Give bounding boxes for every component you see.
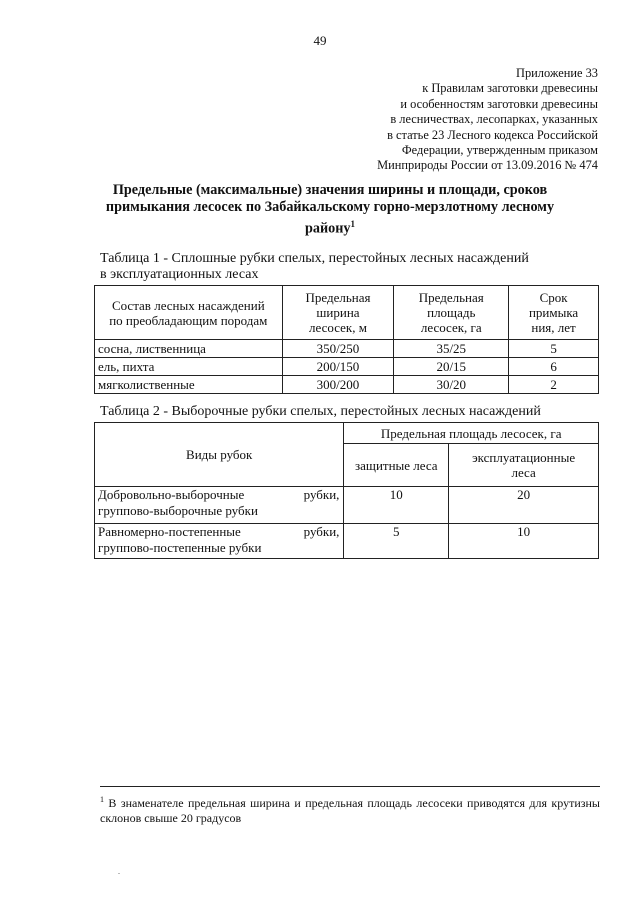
page-number: 49	[313, 33, 327, 48]
header-composition	[95, 286, 283, 340]
cell-protective: 10	[344, 487, 449, 524]
header-area-group: Предельная площадь лесосек, га	[344, 423, 599, 444]
header-text: примыка	[528, 305, 579, 320]
appendix-line: в лесничествах, лесопарках, указанных	[390, 112, 598, 127]
cell-composition: сосна, лиственница	[95, 340, 283, 358]
cell-text: Добровольно-выборочные	[98, 487, 245, 502]
cell-width: 350/250	[282, 340, 394, 358]
cell-area: 20/15	[394, 358, 509, 376]
footnote-mark: 1	[100, 795, 104, 804]
table-row	[95, 524, 599, 559]
table-header-row	[95, 286, 599, 340]
scan-speck	[118, 873, 120, 874]
cell-width: 200/150	[282, 358, 394, 376]
footnote-divider	[100, 786, 600, 787]
cell-term: 2	[509, 376, 599, 394]
footnote-text: В знаменателе предельная ширина и предельная площадь лесосеки приводятся для крутизны склонов свыше 20 градусов	[100, 796, 600, 825]
appendix-line: Федерации, утвержденным приказом	[401, 143, 598, 158]
document-title	[60, 182, 600, 238]
appendix-line: Минприроды России от 13.09.2016 № 474	[377, 158, 598, 173]
title-line	[60, 216, 600, 238]
header-text: Предельная	[418, 290, 484, 305]
table-header-row	[95, 423, 599, 444]
table-row	[95, 358, 599, 376]
table1-caption	[100, 251, 620, 283]
header-text: лесосек, м	[309, 320, 367, 335]
cell-text: группово-выборочные рубки	[98, 503, 258, 518]
selective-cut-table	[94, 422, 599, 559]
header-text: по преобладающим породам	[109, 312, 268, 328]
appendix-line: и особенностям заготовки древесины	[400, 96, 598, 111]
caption-line: Таблица 1 - Сплошные рубки спелых, перестойных лесных насаждений	[100, 251, 529, 266]
cell-width: 300/200	[282, 376, 394, 394]
clear-cut-table	[94, 285, 599, 394]
header-term	[509, 286, 599, 340]
cell-text: Равномерно-постепенные	[98, 524, 241, 539]
header-protective: защитные леса	[344, 444, 449, 487]
table-row	[95, 340, 599, 358]
header-text: леса	[511, 465, 536, 480]
cell-composition: ель, пихта	[95, 358, 283, 376]
cell-line	[98, 487, 339, 503]
header-cut-type: Виды рубок	[95, 423, 344, 487]
header-exploitation	[449, 444, 599, 487]
cell-text: группово-постепенные рубки	[98, 540, 262, 555]
cell-line	[98, 524, 339, 540]
header-text: Состав лесных насаждений	[111, 297, 265, 313]
header-text: ния, лет	[531, 320, 576, 335]
table-row	[95, 376, 599, 394]
cell-cut-type	[95, 524, 344, 559]
cell-term: 6	[509, 358, 599, 376]
cell-area: 30/20	[394, 376, 509, 394]
title-line: примыкания лесосек по Забайкальскому горно-мерзлотному лесному	[105, 199, 555, 215]
header-text: площадь	[427, 305, 476, 320]
header-text: эксплуатационные	[472, 450, 576, 465]
title-line: Предельные (максимальные) значения ширины и площади, сроков	[112, 182, 548, 198]
appendix-line: Приложение 33	[516, 66, 598, 80]
header-text: лесосек, га	[420, 320, 482, 335]
header-width	[282, 286, 394, 340]
cell-exploitation: 10	[449, 524, 599, 559]
appendix-reference	[377, 66, 598, 174]
footnote	[100, 792, 600, 826]
header-text: ширина	[316, 305, 360, 320]
title-footnote-mark: 1	[350, 219, 356, 229]
cell-area: 35/25	[394, 340, 509, 358]
header-text: Срок	[539, 290, 568, 305]
cell-cut-type	[95, 487, 344, 524]
cell-text: рубки,	[303, 524, 340, 539]
appendix-line: в статье 23 Лесного кодекса Российской	[387, 127, 598, 142]
table2-caption: Таблица 2 - Выборочные рубки спелых, перестойных лесных насаждений	[100, 404, 541, 419]
caption-line: в эксплуатационных лесах	[100, 267, 259, 282]
title-line-text: району	[304, 220, 351, 237]
cell-exploitation: 20	[449, 487, 599, 524]
header-text: Предельная	[305, 290, 371, 305]
cell-text: рубки,	[303, 487, 340, 502]
appendix-line: к Правилам заготовки древесины	[422, 81, 598, 96]
header-area	[394, 286, 509, 340]
cell-protective: 5	[344, 524, 449, 559]
table-row	[95, 487, 599, 524]
cell-composition: мягколиственные	[95, 376, 283, 394]
cell-term: 5	[509, 340, 599, 358]
